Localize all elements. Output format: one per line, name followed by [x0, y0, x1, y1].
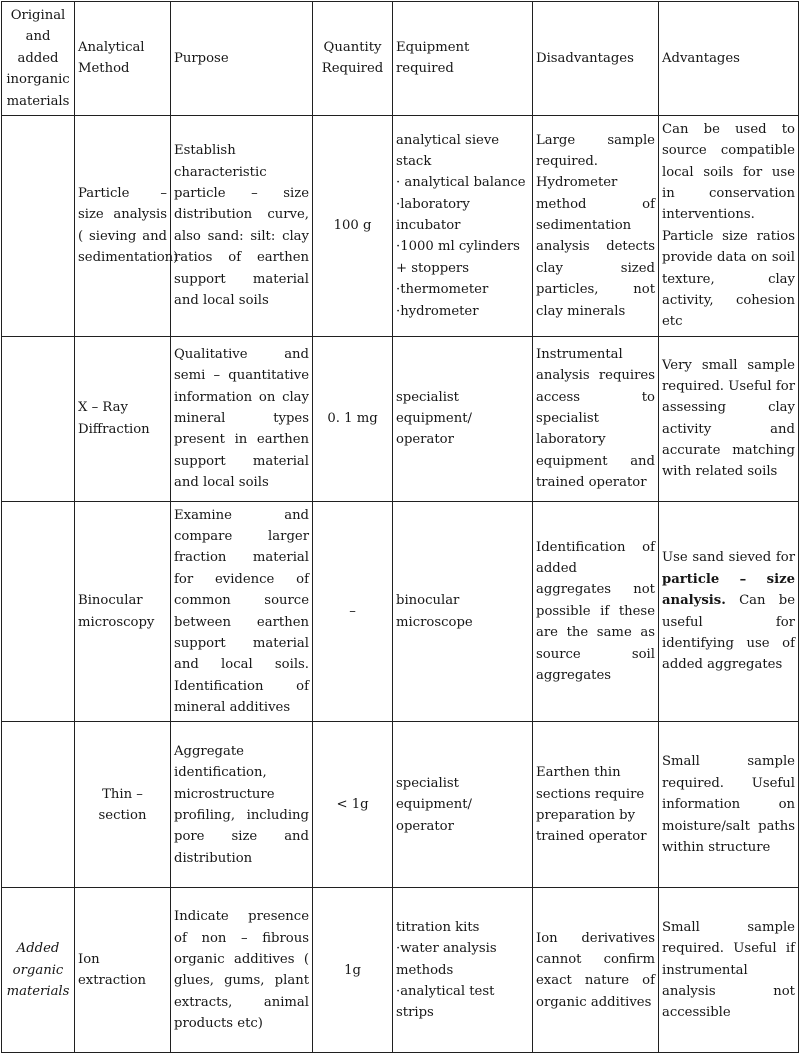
- table-header-row: [2, 2, 799, 116]
- table-row: [2, 501, 799, 722]
- category-cell: Added organic materials: [2, 888, 75, 1053]
- method-cell: Particle – size analysis ( sieving and sedimentation): [75, 115, 171, 336]
- purpose-cell: Aggregate identification, microstructure profiling, including pore size and distribution: [171, 722, 313, 888]
- equipment-cell: [393, 115, 533, 336]
- header-purpose: Purpose: [171, 2, 313, 116]
- header-equipment: Equipment required: [393, 2, 533, 116]
- disadvantages-cell: Earthen thin sections require preparation by trained operator: [533, 722, 659, 888]
- advantages-text: Use sand sieved for: [662, 550, 795, 566]
- quantity-cell: < 1g: [313, 722, 393, 888]
- header-disadvantages: Disadvantages: [533, 2, 659, 116]
- advantages-cell: Small sample required. Useful information on moisture/salt paths within structure: [659, 722, 799, 888]
- disadvantages-cell: Ion derivatives cannot confirm exact nature of organic additives: [533, 888, 659, 1053]
- table-row: [2, 336, 799, 501]
- disadvantages-cell: Large sample required. Hydrometer method of sedimentation analysis detects clay sized particles, not clay minerals: [533, 115, 659, 336]
- method-cell: Ion extraction: [75, 888, 171, 1053]
- equipment-item: ·thermometer: [396, 282, 489, 298]
- equipment-item: ·water analysis methods: [396, 941, 497, 978]
- advantages-text: Can be useful for identifying use of added aggregates: [662, 593, 795, 673]
- quantity-cell: 100 g: [313, 115, 393, 336]
- equipment-item: analytical sieve stack: [396, 132, 500, 169]
- quantity-cell: –: [313, 501, 393, 722]
- disadvantages-cell: Identification of added aggregates not possible if these are the same as source soil aggregates: [533, 501, 659, 722]
- document-page: [1, 1, 798, 1032]
- equipment-cell: specialist equipment/ operator: [393, 336, 533, 501]
- equipment-item: ·analytical test strips: [396, 984, 495, 1021]
- method-cell: X – Ray Diffraction: [75, 336, 171, 501]
- method-cell: Binocular microscopy: [75, 501, 171, 722]
- advantages-emphasis: particle – size analysis.: [662, 571, 795, 609]
- equipment-item: · analytical balance: [396, 175, 526, 191]
- table-row: [2, 888, 799, 1053]
- equipment-cell: specialist equipment/ operator: [393, 722, 533, 888]
- category-cell: [2, 722, 75, 888]
- analysis-methods-table: [1, 1, 799, 1053]
- header-quantity: Quantity Required: [313, 2, 393, 116]
- table-row: [2, 115, 799, 336]
- equipment-cell: binocular microscope: [393, 501, 533, 722]
- quantity-cell: 0. 1 mg: [313, 336, 393, 501]
- purpose-cell: Establish characteristic particle – size distribution curve, also sand: silt: clay ratios of earthen support material and local soils: [171, 115, 313, 336]
- equipment-cell: [393, 888, 533, 1053]
- header-advantages: Advantages: [659, 2, 799, 116]
- category-cell: [2, 115, 75, 336]
- header-method: Analytical Method: [75, 2, 171, 116]
- advantages-cell: [659, 501, 799, 722]
- disadvantages-cell: Instrumental analysis requires access to specialist laboratory equipment and trained operator: [533, 336, 659, 501]
- equipment-item: ·laboratory incubator: [396, 196, 470, 234]
- header-materials: Original and added inorganic materials: [2, 2, 75, 116]
- table-row: [2, 722, 799, 888]
- purpose-cell: Indicate presence of non – fibrous organic additives ( glues, gums, plant extracts, animal products etc): [171, 888, 313, 1053]
- method-cell: Thin – section: [75, 722, 171, 888]
- category-cell: [2, 336, 75, 501]
- equipment-item: ·1000 ml cylinders + stoppers: [396, 239, 520, 276]
- category-cell: [2, 501, 75, 722]
- equipment-item: titration kits: [396, 919, 480, 935]
- advantages-cell: Very small sample required. Useful for assessing clay activity and accurate matching with related soils: [659, 336, 799, 501]
- purpose-cell: Examine and compare larger fraction material for evidence of common source between earthen support material and local soils. Identification of mineral additives: [171, 501, 313, 722]
- advantages-cell: Small sample required. Useful if instrumental analysis not accessible: [659, 888, 799, 1053]
- advantages-cell: Can be used to source compatible local soils for use in conservation interventions. Particle size ratios provide data on soil texture, clay activity, cohesion etc: [659, 115, 799, 336]
- equipment-item: ·hydrometer: [396, 303, 479, 319]
- purpose-cell: Qualitative and semi – quantitative information on clay mineral types present in earthen support material and local soils: [171, 336, 313, 501]
- quantity-cell: 1g: [313, 888, 393, 1053]
